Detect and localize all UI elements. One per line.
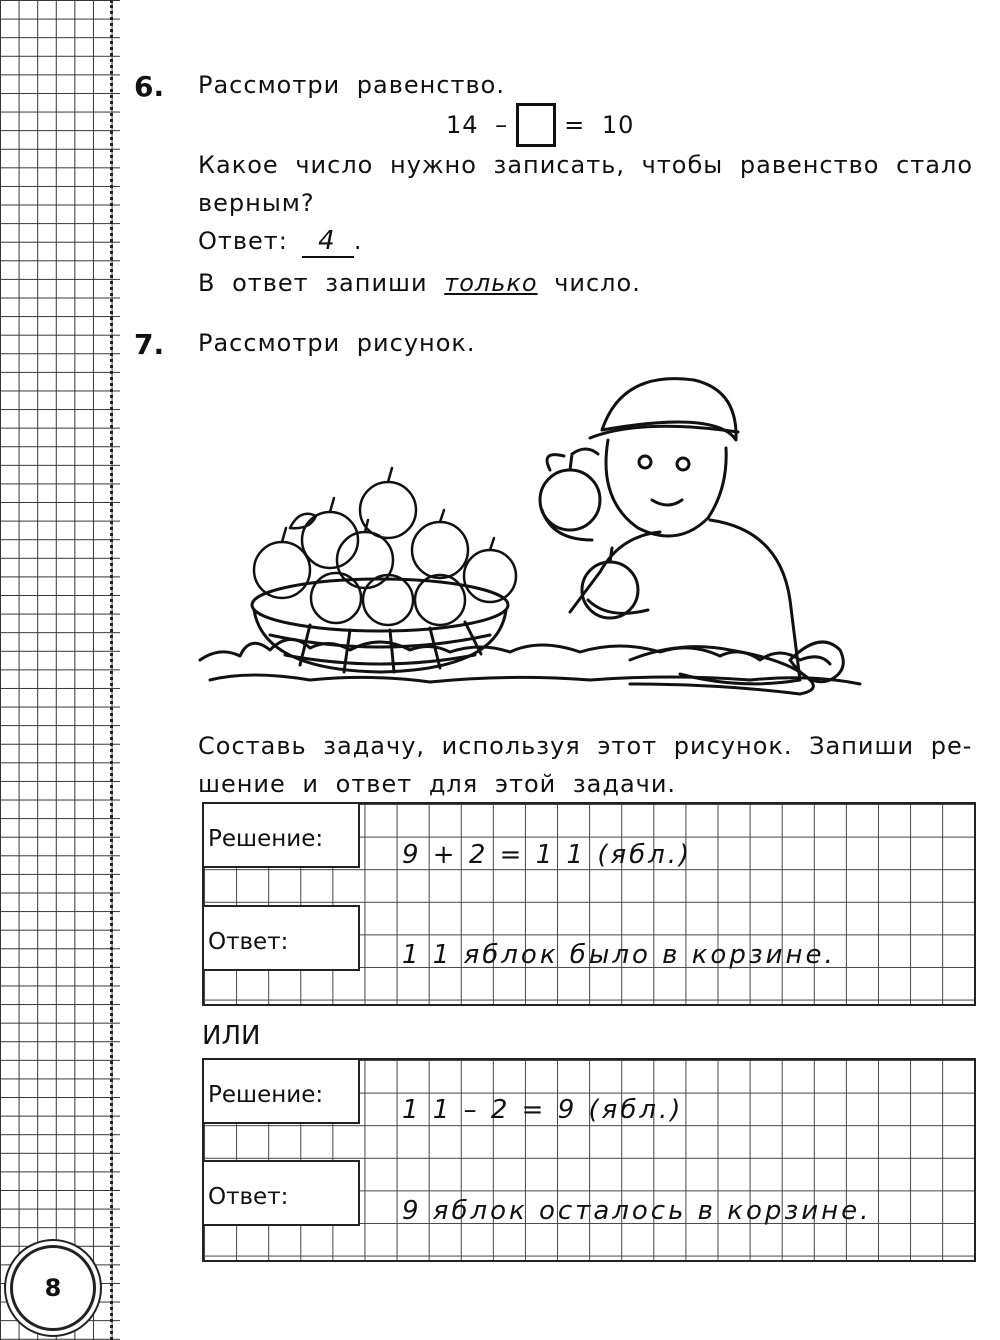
answer-label-2: Ответ:	[208, 1184, 289, 1210]
instruction-pre: В ответ запиши	[198, 269, 428, 297]
equation-left: 14 –	[446, 111, 509, 139]
task7-number: 7.	[134, 328, 165, 361]
boy	[540, 379, 843, 694]
boy-face	[606, 440, 726, 536]
solution-value-2: 1 1 – 2 = 9 (ябл.)	[402, 1095, 684, 1125]
task7-instruction-line2: шение и ответ для этой задачи.	[198, 770, 677, 798]
apples	[254, 468, 516, 625]
task6-number: 6.	[134, 70, 165, 103]
solution-label-cell-1	[202, 802, 360, 868]
page-number: 8	[44, 1274, 62, 1302]
task6-answer-period: .	[353, 227, 363, 255]
solution-label-1: Решение:	[208, 826, 324, 852]
task6-equation	[446, 103, 634, 147]
task7-instruction-line1: Составь задачу, используя этот рисунок. Запиши ре-	[198, 732, 973, 760]
task6-prompt: Рассмотри равенство.	[198, 71, 505, 99]
perforation-line	[110, 0, 113, 1340]
instruction-emphasis: только	[444, 269, 538, 297]
task6-answer-value: 4	[302, 226, 354, 258]
task7-prompt: Рассмотри рисунок.	[198, 329, 476, 357]
answer-label-cell-2	[202, 1160, 360, 1226]
task6-question: Какое число нужно записать, чтобы равенство стало верным?	[198, 151, 973, 217]
answer-label-cell-1	[202, 905, 360, 971]
instruction-post: число.	[554, 269, 641, 297]
solution-value-1: 9 + 2 = 1 1 (ябл.)	[402, 840, 693, 870]
task7-instruction	[198, 727, 973, 803]
answer-label-1: Ответ:	[208, 929, 289, 955]
equation-right: = 10	[564, 111, 635, 139]
task6-answer-row	[198, 226, 363, 258]
boy-with-apple-basket-illustration	[190, 360, 930, 700]
lap-apple	[582, 562, 638, 618]
answer-value-1: 1 1 яблок было в корзине.	[402, 940, 836, 970]
solution-label-cell-2	[202, 1058, 360, 1124]
grid-margin	[0, 0, 120, 1340]
answer-value-2: 9 яблок осталось в корзине.	[402, 1196, 872, 1226]
solution-label-2: Решение:	[208, 1082, 324, 1108]
or-label: ИЛИ	[202, 1021, 261, 1051]
page-number-badge	[10, 1245, 96, 1331]
equation-blank-box	[516, 103, 556, 147]
task6-instruction	[198, 269, 641, 297]
task6-answer-label: Ответ:	[198, 227, 288, 255]
